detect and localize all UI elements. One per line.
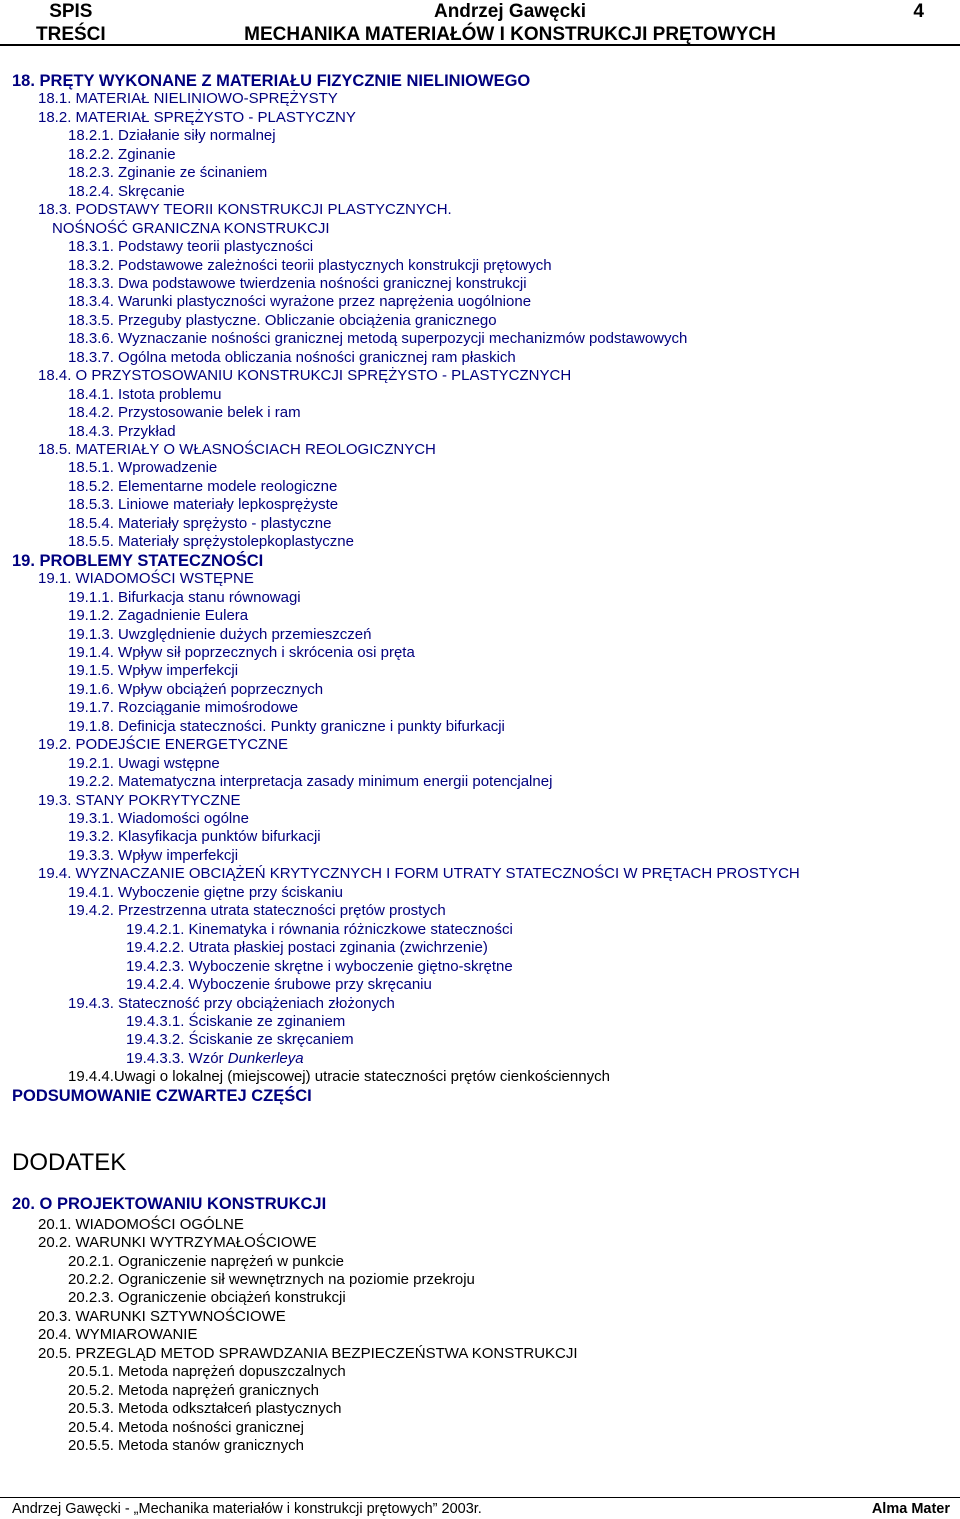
toc-entry-text: 19.2.2. Matematyczna interpretacja zasady minimum energii potencjalnej [68,773,553,791]
toc-entry-link[interactable] [126,921,513,939]
toc-entry-text: 19.4.3.2. Ściskanie ze skręcaniem [126,1031,354,1049]
toc-entry-link[interactable] [68,902,446,920]
toc-entry-link[interactable] [68,1400,342,1418]
toc-entry-text: 19.1.7. Rozciąganie mimośrodowe [68,699,299,717]
toc-entry-text: 18.5.2. Elementarne modele reologiczne [68,477,338,495]
toc-entry-text: 19.3.2. Klasyfikacja punktów bifurkacji [68,828,321,846]
toc-entry-link[interactable] [68,1289,346,1307]
toc-entry-link[interactable] [68,1382,319,1400]
toc-entry-link[interactable] [68,183,185,201]
toc-entry-link[interactable] [38,90,338,108]
header-author: Andrzej Gawęcki [433,1,587,22]
toc-entry-link[interactable] [126,976,432,994]
toc-entry-text: 18.1. MATERIAŁ NIELINIOWO-SPRĘŻYSTY [38,90,338,108]
toc-entry-link[interactable] [38,1234,317,1252]
toc-entry-link[interactable] [68,995,395,1013]
toc-entry-link[interactable] [68,496,338,514]
toc-entry-link[interactable] [68,718,505,736]
toc-entry-link[interactable] [68,1437,304,1455]
toc-entry-link[interactable] [68,146,176,164]
toc-entry-text: 20.5.1. Metoda naprężeń dopuszczalnych [68,1363,346,1381]
toc-entry-text: 19.1.3. Uwzględnienie dużych przemieszczeń [68,625,372,643]
toc-entry-text: 20.5.2. Metoda naprężeń granicznych [68,1381,319,1399]
toc-entry-text: NOŚNOŚĆ GRANICZNA KONSTRUKCJI [52,219,330,237]
toc-entry-link[interactable] [68,533,354,551]
toc-entry-text: 19.2.1. Uwagi wstępne [68,754,220,772]
toc-entry-link[interactable] [68,681,323,699]
toc-entry-text: 18.3. PODSTAWY TEORII KONSTRUKCJI PLASTYCZNYCH. [38,201,452,219]
toc-entry-text: 19.2. PODEJŚCIE ENERGETYCZNE [38,736,289,754]
toc-entry-text: 18.3.6. Wyznaczanie nośności granicznej metodą superpozycji mechanizmów podstawowych [68,330,688,348]
toc-entry-link[interactable] [68,884,343,902]
toc-entry-text: 19.4.2. Przestrzenna utrata stateczności prętów prostych [68,902,446,920]
toc-entry-link[interactable] [38,1216,244,1234]
toc-entry-text: 19.1. WIADOMOŚCI WSTĘPNE [38,570,254,588]
toc-entry-link[interactable] [68,773,552,791]
toc-entry-text: 18. PRĘTY WYKONANE Z MATERIAŁU FIZYCZNIE NIELINIOWEGO [12,72,531,90]
toc-entry-text: 19.3.1. Wiadomości ogólne [68,810,249,827]
toc-entry-link[interactable] [126,958,513,976]
toc-entry-text: 19.4.2.4. Wyboczenie śrubowe przy skręcaniu [126,976,432,994]
toc-entry-text: 18.3.1. Podstawy teorii plastyczności [68,238,314,256]
toc-entry-link[interactable] [38,1308,286,1326]
header-title-block [225,0,795,46]
toc-entry-link[interactable] [68,1068,610,1086]
toc-link-line2[interactable]: TREŚCI [36,24,106,45]
toc-entry-text: 19.4. WYZNACZANIE OBCIĄŻEŃ KRYTYCZNYCH I FORM UTRATY STATECZNOŚCI W PRĘTACH PROSTYCH [38,865,800,883]
toc-entry-link[interactable] [38,1326,197,1344]
toc-entry-text: 19.1.8. Definicja stateczności. Punkty graniczne i punkty bifurkacji [68,717,505,735]
toc-entry-text: 19.3. STANY POKRYTYCZNE [38,791,241,809]
toc-link-line1[interactable]: SPIS [49,1,93,22]
toc-entry-text: 19.1.5. Wpływ imperfekcji [68,662,239,680]
toc-entry-link[interactable] [38,736,288,754]
toc-entry-text: 18.4. O PRZYSTOSOWANIU KONSTRUKCJI SPRĘŻYSTO - PLASTYCZNYCH [38,367,572,385]
toc-entry-text: 18.2.3. Zginanie ze ścinaniem [68,164,268,182]
toc-entry-link[interactable] [68,257,552,275]
appendix-heading [12,1149,126,1177]
toc-entry-link[interactable] [126,1013,345,1031]
toc-entry-text: 18.5. MATERIAŁY O WŁASNOŚCIACH REOLOGICZNYCH [38,441,436,458]
toc-entry-link[interactable] [68,349,516,367]
toc-entry-text: 20.3. WARUNKI SZTYWNOŚCIOWE [38,1307,286,1325]
toc-chapter-link[interactable] [12,1087,312,1105]
toc-entry-text: 18.5.1. Wprowadzenie [68,459,218,477]
toc-entry-text: 19.1.6. Wpływ obciążeń poprzecznych [68,680,324,698]
toc-entry-text: 18.2.2. Zginanie [68,145,176,163]
toc-entry-link[interactable] [68,847,238,865]
toc-entry-text: 20.4. WYMIAROWANIE [38,1326,198,1344]
toc-entry-link[interactable] [52,220,330,238]
toc-entry-text: 18.5.4. Materiały sprężysto - plastyczne [68,514,332,532]
header-book-title: MECHANIKA MATERIAŁÓW I KONSTRUKCJI PRĘTOWYCH [244,24,776,45]
toc-entry-text: 20.5.3. Metoda odkształceń plastycznych [68,1400,342,1418]
toc-entry-text: 20.2.2. Ograniczenie sił wewnętrznych na poziomie przekroju [68,1271,475,1288]
toc-entry-text: 18.2.4. Skręcanie [68,182,185,200]
toc-entry-link[interactable] [38,865,800,883]
toc-entry-text: 18.3.7. Ogólna metoda obliczania nośności granicznej ram płaskich [68,348,516,366]
toc-entry-link[interactable] [68,127,276,145]
page-number: 4 [913,1,924,22]
toc-entry-text: 18.3.3. Dwa podstawowe twierdzenia nośności granicznej konstrukcji [68,274,527,292]
toc-entry-link[interactable] [68,644,415,662]
footer-citation: Andrzej Gawęcki - „Mechanika materiałów i konstrukcji prętowych” 2003r. [12,1501,482,1517]
toc-entry-link[interactable] [68,1419,304,1437]
toc-entry-text: 20.2.3. Ograniczenie obciążeń konstrukcji [68,1289,346,1307]
toc-entry-text: 20.5. PRZEGLĄD METOD SPRAWDZANIA BEZPIECZEŃSTWA KONSTRUKCJI [38,1344,578,1362]
toc-entry-text: 19.4.1. Wyboczenie giętne przy ściskaniu [68,883,344,901]
toc-entry-link[interactable] [68,1253,344,1271]
toc-entry-text: 18.4.1. Istota problemu [68,385,222,403]
toc-entry-link[interactable] [68,699,298,717]
toc-entry-text: 18.2. MATERIAŁ SPRĘŻYSTO - PLASTYCZNY [38,108,356,126]
toc-entry-link[interactable] [68,386,221,404]
footer-publisher: Alma Mater [871,1501,950,1517]
toc-entry-link[interactable] [126,1031,354,1049]
toc-entry-link[interactable] [68,1363,346,1381]
toc-entry-link[interactable] [68,312,497,330]
toc-entry-link[interactable] [68,164,267,182]
toc-entry-link[interactable] [68,423,176,441]
toc-entry-text: 18.5.3. Liniowe materiały lepkosprężyste [68,496,339,514]
toc-entry-text: 19.1.4. Wpływ sił poprzecznych i skrócenia osi pręta [68,643,415,661]
toc-entry-text: 19.1.1. Bifurkacja stanu równowagi [68,588,301,606]
toc-entry-link[interactable] [68,238,313,256]
toc-entry-text: 18.3.2. Podstawowe zależności teorii plastycznych konstrukcji prętowych [68,256,552,274]
toc-entry-link[interactable] [38,792,241,810]
toc-chapter-link[interactable] [12,72,530,90]
toc-chapter-link[interactable] [12,1195,326,1213]
toc-entry-text: 19.4.2.1. Kinematyka i równania różniczkowe stateczności [126,920,513,938]
toc-entry-link[interactable] [68,589,301,607]
toc-link[interactable] [36,0,106,46]
toc-entry-link[interactable] [68,478,337,496]
toc-entry-text: 19.4.2.2. Utrata płaskiej postaci zginania (zwichrzenie) [126,939,488,957]
toc-entry-text: 19.4.4.Uwagi o lokalnej (miejscowej) utracie stateczności prętów cienkościennych [68,1068,610,1086]
toc-entry-text: 18.4.2. Przystosowanie belek i ram [68,404,301,422]
page-header [0,0,960,46]
toc-entry-italic: Dunkerleya [227,1049,304,1067]
toc-chapter-link[interactable] [12,552,263,570]
toc-entry-text: 18.5.5. Materiały sprężystolepkoplastyczne [68,533,354,551]
toc-entry-text: 19.4.3.1. Ściskanie ze zginaniem [126,1012,346,1030]
toc-entry-text: 20.1. WIADOMOŚCI OGÓLNE [38,1215,244,1233]
toc-entry-link[interactable] [68,404,301,422]
toc-entry-link[interactable] [38,367,571,385]
toc-entry-text: 18.3.5. Przeguby plastyczne. Obliczanie obciążenia granicznego [68,311,497,329]
toc-entry-link[interactable] [68,293,531,311]
toc-entry-link[interactable] [68,515,331,533]
toc-entry-text: 19.4.3.3. Wzór [126,1049,228,1067]
toc-entry-text: 19.4.3. Stateczność przy obciążeniach złożonych [68,994,395,1012]
toc-entry-link[interactable] [38,109,356,127]
toc-entry-link[interactable] [68,626,372,644]
toc-entry-text: 19.1.2. Zagadnienie Eulera [68,607,249,625]
toc-entry-text: 19. PROBLEMY STATECZNOŚCI [12,551,264,570]
toc-entry-link[interactable] [126,1050,304,1068]
toc-entry-text: PODSUMOWANIE CZWARTEJ CZĘŚCI [12,1086,312,1105]
toc-entry-link[interactable] [68,607,248,625]
toc-entry-text: 20.2.1. Ograniczenie naprężeń w punkcie [68,1252,345,1270]
toc-entry-link[interactable] [38,1345,578,1363]
toc-entry-link[interactable] [68,330,687,348]
toc-entry-text: 20.2. WARUNKI WYTRZYMAŁOŚCIOWE [38,1234,317,1252]
toc-entry-text: 20.5.5. Metoda stanów granicznych [68,1437,304,1455]
toc-entry-text: 18.2.1. Działanie siły normalnej [68,127,276,145]
toc-entry-text: 20. O PROJEKTOWANIU KONSTRUKCJI [12,1195,327,1214]
page-footer [0,1497,960,1519]
toc-entry-link[interactable] [68,810,249,828]
toc-entry-text: 20.5.4. Metoda nośności granicznej [68,1418,304,1436]
toc-entry-link[interactable] [68,459,217,477]
toc-entry-text: 18.3.4. Warunki plastyczności wyrażone przez naprężenia uogólnione [68,293,532,311]
toc-entry-link[interactable] [68,275,527,293]
toc-entry-text: 18.4.3. Przykład [68,422,176,440]
toc-entry-link[interactable] [68,828,321,846]
toc-entry-link[interactable] [68,1271,475,1289]
toc-entry-link[interactable] [38,570,254,588]
toc-entry-link[interactable] [68,662,238,680]
toc-entry-link[interactable] [68,755,220,773]
toc-entry-text: 19.3.3. Wpływ imperfekcji [68,846,239,864]
toc-entry-link[interactable] [126,939,488,957]
toc-entry-text: DODATEK [12,1149,127,1177]
toc-entry-link[interactable] [38,201,452,219]
toc-entry-link[interactable] [38,441,436,459]
toc-entry-text: 19.4.2.3. Wyboczenie skrętne i wyboczenie giętno-skrętne [126,957,513,975]
